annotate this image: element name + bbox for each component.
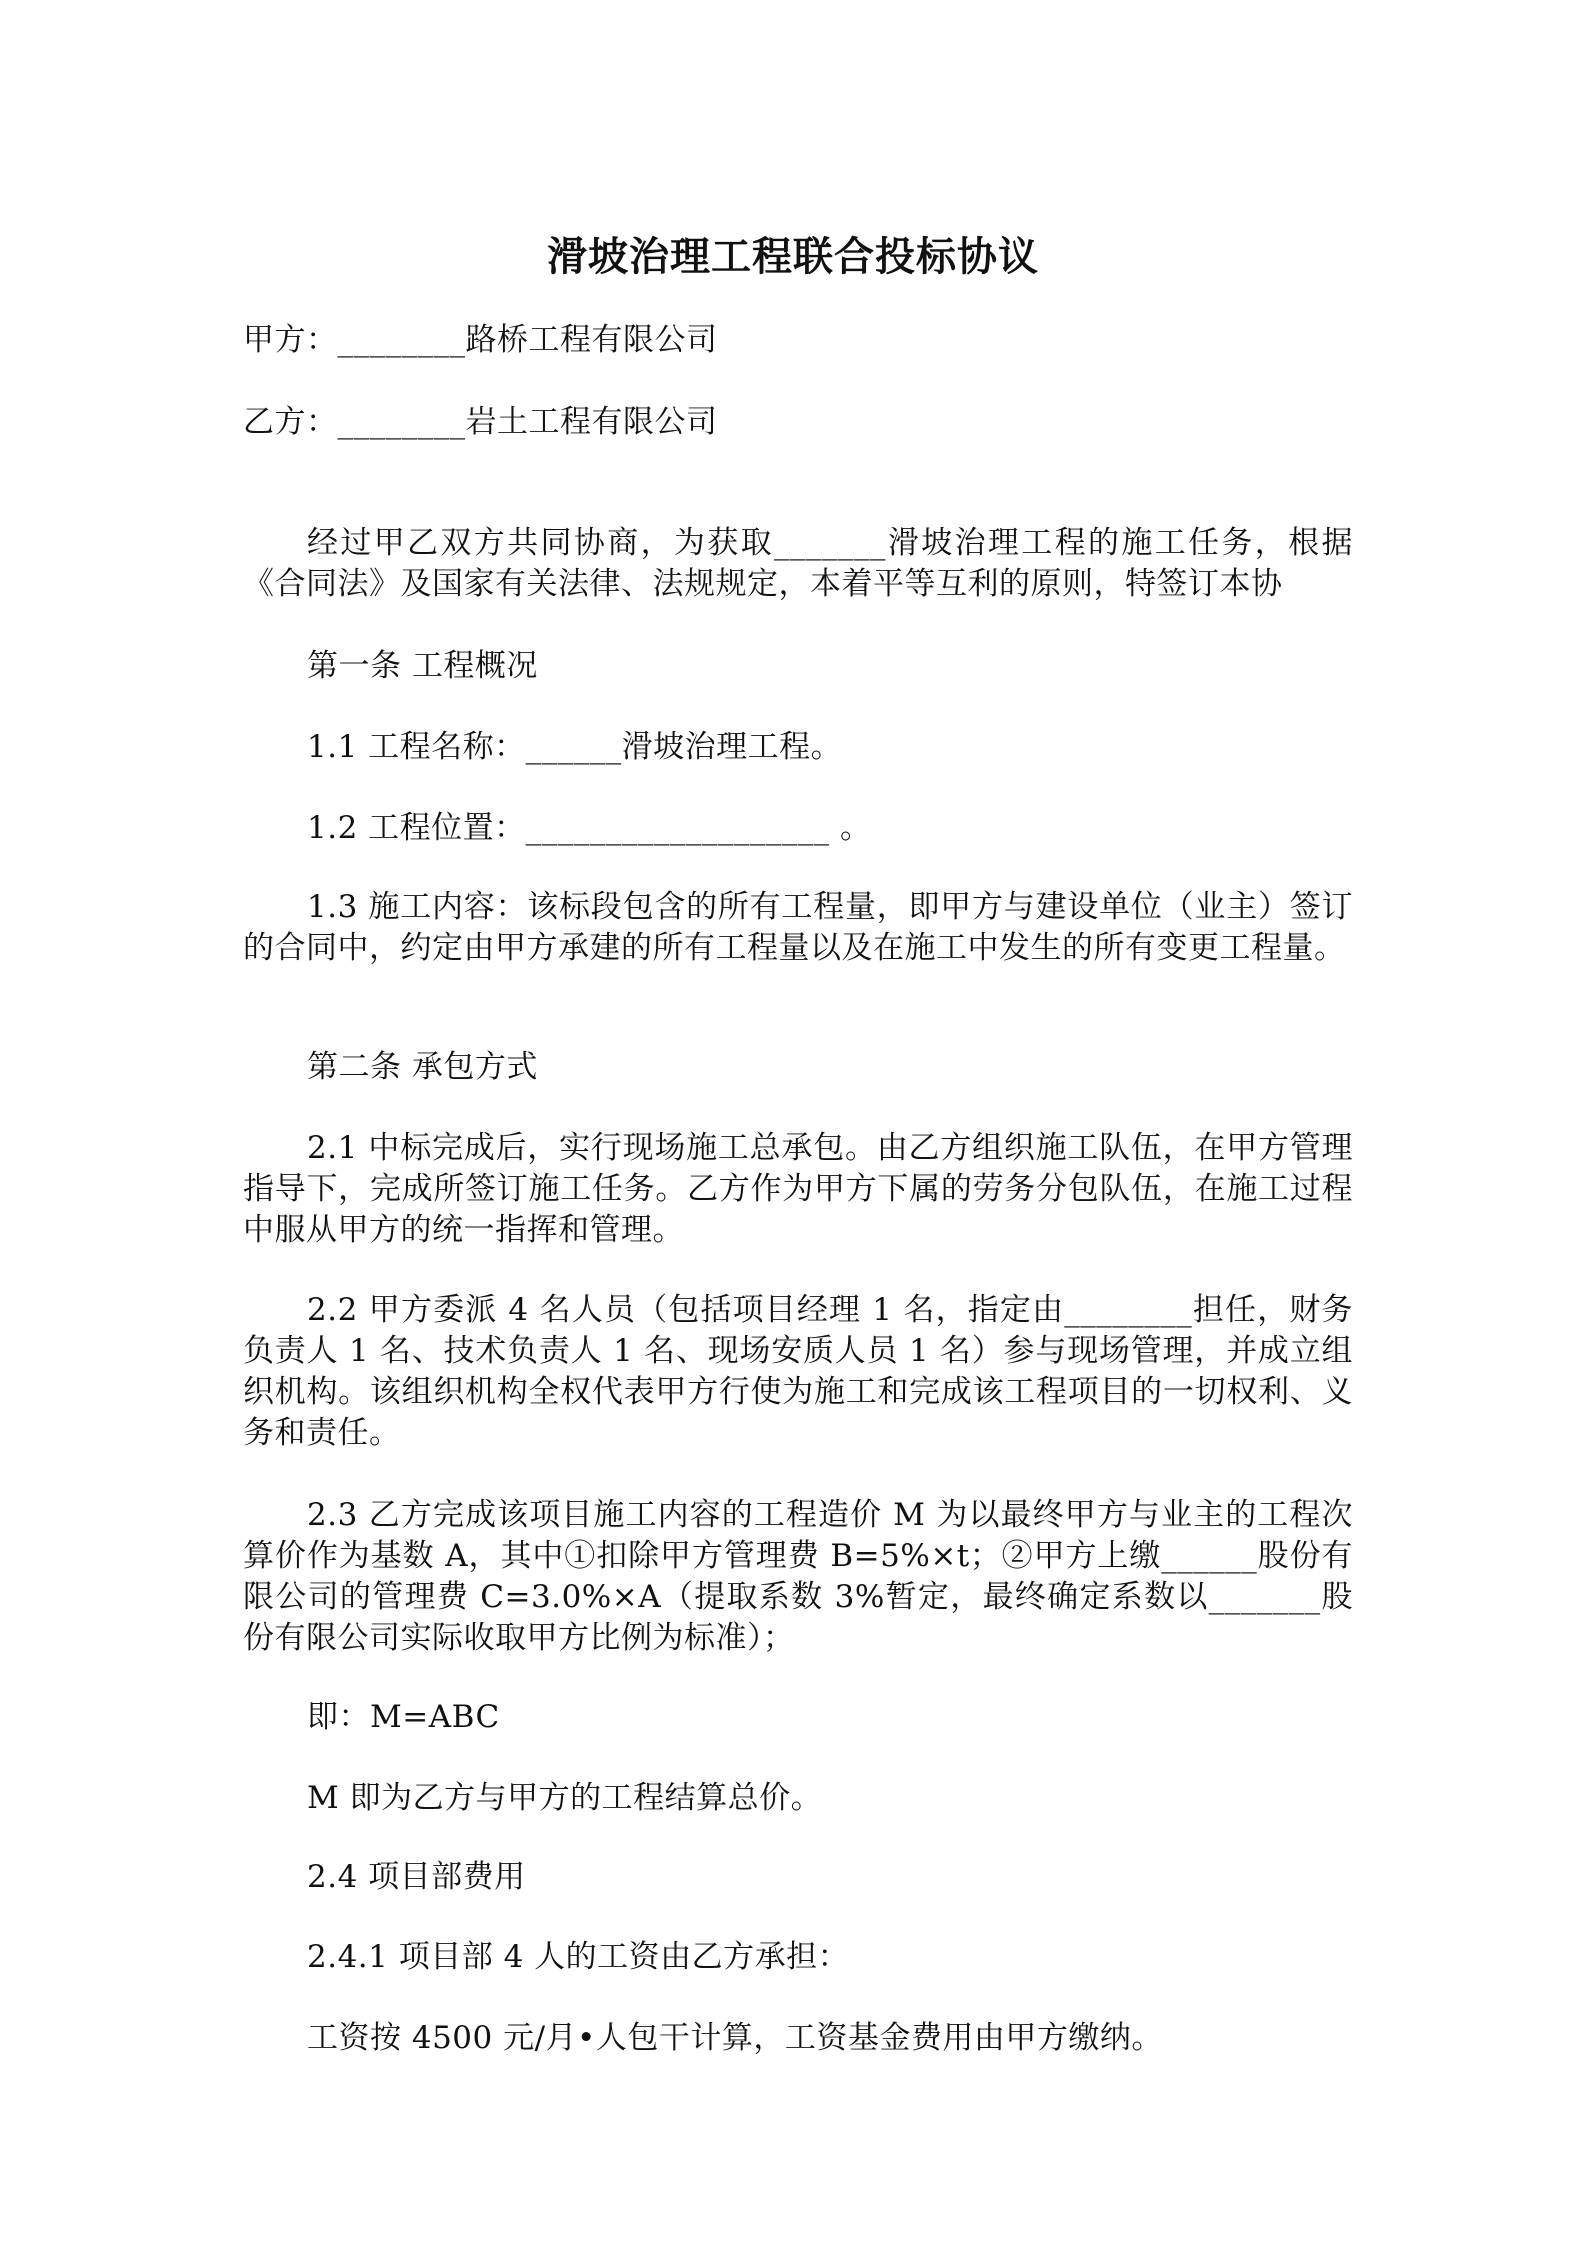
party-a-line: 甲方：________路桥工程有限公司 <box>243 322 718 358</box>
article-1-heading: 第一条 工程概况 <box>307 648 538 684</box>
formula-line: 即：M=ABC <box>307 1699 500 1735</box>
clause-1-3: 1.3 施工内容：该标段包含的所有工程量，即甲方与建设单位（业主）签订的合同中，约定由甲方承建的所有工程量以及在施工中发生的所有变更工程量。 <box>243 889 1353 966</box>
salary-line: 工资按 4500 元/月•人包干计算，工资基金费用由甲方缴纳。 <box>307 2020 1163 2056</box>
clause-2-2: 2.2 甲方委派 4 名人员（包括项目经理 1 名，指定由________担任，财务负责人 1 名、技术负责人 1 名、现场安质人员 1 名）参与现场管理，并成立组织机构。该组织机构全权代表甲方行使为施工和完成该工程项目的一切权利、义务和责任。 <box>243 1292 1353 1451</box>
clause-1-2: 1.2 工程位置：___________________ 。 <box>307 810 872 846</box>
intro-paragraph: 经过甲乙双方共同协商，为获取_______滑坡治理工程的施工任务，根据《合同法》及国家有关法律、法规规定，本着平等互利的原则，特签订本协 <box>243 525 1353 602</box>
clause-1-1: 1.1 工程名称：______滑坡治理工程。 <box>307 729 843 765</box>
document-title: 滑坡治理工程联合投标协议 <box>547 233 1039 280</box>
article-2-heading: 第二条 承包方式 <box>307 1049 538 1085</box>
party-b-line: 乙方：________岩土工程有限公司 <box>243 404 718 440</box>
clause-2-4: 2.4 项目部费用 <box>307 1859 526 1895</box>
clause-2-1: 2.1 中标完成后，实行现场施工总承包。由乙方组织施工队伍，在甲方管理指导下，完成所签订施工任务。乙方作为甲方下属的劳务分包队伍，在施工过程中服从甲方的统一指挥和管理。 <box>243 1130 1353 1248</box>
formula-note: M 即为乙方与甲方的工程结算总价。 <box>307 1780 823 1816</box>
clause-2-3: 2.3 乙方完成该项目施工内容的工程造价 M 为以最终甲方与业主的工程次算价作为基数 A，其中①扣除甲方管理费 B=5%×t；②甲方上缴______股份有限公司的管理费 C=3.0%×A（提取系数 3%暂定，最终确定系数以_______股份有限公司实际收取甲方比例为标准）； <box>243 1497 1353 1656</box>
clause-2-4-1: 2.4.1 项目部 4 人的工资由乙方承担： <box>307 1939 850 1975</box>
